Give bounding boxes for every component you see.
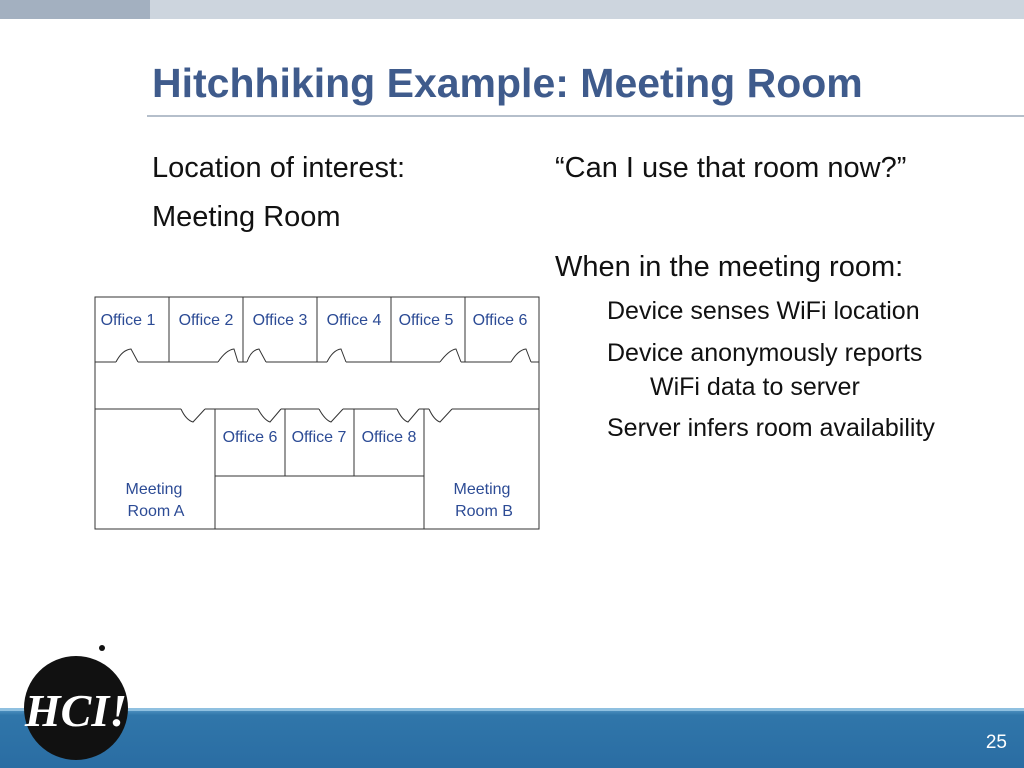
office-6-label: Office 6 [472, 312, 528, 329]
door-swing-office-5 [440, 349, 461, 362]
office-2-label: Office 2 [178, 312, 234, 329]
door-swing-office-7 [319, 409, 343, 422]
footer-bar [0, 708, 1024, 768]
office-8-label: Office 8 [361, 429, 417, 446]
slide-title: Hitchhiking Example: Meeting Room [152, 60, 863, 106]
floor-plan-diagram [90, 292, 542, 532]
meeting-room-label: Meeting Room [152, 201, 341, 233]
quote-text: “Can I use that room now?” [555, 152, 907, 184]
title-divider [147, 115, 1024, 117]
bullet-infers-availability: Server infers room availability [607, 414, 935, 442]
bullet-senses-wifi: Device senses WiFi location [607, 297, 920, 325]
door-swing-office-8 [397, 409, 419, 422]
location-of-interest-label: Location of interest: [152, 152, 406, 184]
page-number: 25 [985, 732, 1007, 753]
door-swing-office-6 [511, 349, 531, 362]
office-7-label: Office 7 [291, 429, 347, 446]
logo-text: HCI! [24, 685, 128, 736]
top-bar [150, 0, 1024, 19]
bullet-reports-line2: WiFi data to server [650, 373, 860, 401]
meeting-room-b-line1: Meeting [453, 481, 511, 498]
door-swing-meeting-b [429, 409, 452, 422]
office-5-label: Office 5 [398, 312, 454, 329]
door-swing-office-3 [247, 349, 266, 362]
door-swing-office-6b [258, 409, 281, 422]
hci-logo [20, 640, 132, 762]
office-4-label: Office 4 [326, 312, 382, 329]
footer-bar-highlight [0, 708, 1024, 711]
bullet-reports-line1: Device anonymously reports [607, 339, 923, 367]
office-3-label: Office 3 [252, 312, 308, 329]
door-swing-meeting-a [181, 409, 205, 422]
door-swing-office-1 [116, 349, 138, 362]
door-swing-office-4 [327, 349, 346, 362]
when-heading: When in the meeting room: [555, 251, 904, 283]
meeting-room-a-line1: Meeting [125, 481, 183, 498]
top-bar-left-accent [0, 0, 150, 19]
meeting-room-b-line2: Room B [455, 503, 513, 520]
office-1-label: Office 1 [100, 312, 156, 329]
door-swing-office-2 [218, 349, 238, 362]
meeting-room-a-line2: Room A [127, 503, 185, 520]
office-6-lower-label: Office 6 [222, 429, 278, 446]
